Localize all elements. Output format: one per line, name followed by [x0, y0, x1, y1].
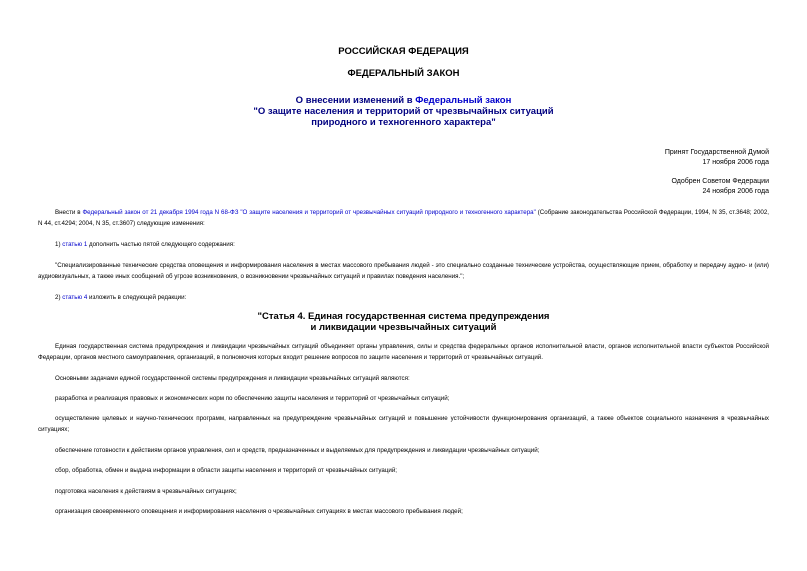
- law-title-line3: природного и техногенного характера": [311, 117, 496, 128]
- body-paragraph-4: осуществление целевых и научно-технических программ, направленных на предупреждение чрезвычайных ситуаций и повышение устойчивости функционирования организаций, а также объектов социального назначения в чрезвычайных ситуациях;: [38, 415, 769, 433]
- item-1-number: 1): [55, 241, 63, 248]
- intro-suffix: (Собрание законодательства Российской Федерации, 1994, N 35, ст.3648; 2002, N 44, ст.4294; 2004, N 35, ст.3607) следующие изменения:: [38, 209, 769, 227]
- doc-type-heading: ФЕДЕРАЛЬНЫЙ ЗАКОН: [347, 68, 460, 79]
- intro-paragraph: [38, 208, 769, 229]
- law-title-line1: [0, 95, 807, 106]
- country-heading: РОССИЙСКАЯ ФЕДЕРАЦИЯ: [338, 46, 469, 57]
- item-1-paragraph: [38, 240, 769, 251]
- intro-prefix: Внести в: [55, 209, 83, 216]
- body-paragraph-1: Единая государственная система предупреждения и ликвидации чрезвычайных ситуаций объединяет органы управления, силы и средства федеральных органов исполнительной власти, органов исполнительной власти субъектов Российской Федерации, органов местного самоуправления, организаций, в полномочия которых входит решение вопросов по защите населения и территорий от чрезвычайных ситуаций.: [38, 343, 769, 361]
- duma-adoption-date: 17 ноября 2006 года: [702, 159, 769, 166]
- body-paragraph-6: сбор, обработка, обмен и выдача информации в области защиты населения и территорий от чрезвычайных ситуаций;: [55, 467, 398, 474]
- body-paragraph-8: организация своевременного оповещения и информирования населения о чрезвычайных ситуациях в местах массового пребывания людей;: [55, 508, 463, 515]
- law-68-fz-link[interactable]: Федеральный закон от 21 декабря 1994 года N 68-ФЗ "О защите населения и территорий от чрезвычайных ситуаций природного и техногенного характера": [82, 209, 536, 216]
- law-title-line2: "О защите населения и территорий от чрезвычайных ситуаций: [253, 106, 554, 117]
- body-paragraph-5: обеспечение готовности к действиям органов управления, сил и средств, предназначенных и выделяемых для предупреждения и ликвидации чрезвычайных ситуаций;: [55, 447, 540, 454]
- law-title-prefix: О внесении изменений в: [295, 95, 416, 106]
- item-2-paragraph: [38, 293, 769, 304]
- federal-law-link[interactable]: Федеральный закон: [415, 95, 512, 106]
- article-4-link[interactable]: статью 4: [62, 294, 88, 301]
- article-4-title-line1: "Статья 4. Единая государственная система предупреждения: [257, 311, 550, 322]
- law-title: [0, 95, 807, 128]
- council-approval-date: 24 ноября 2006 года: [702, 188, 769, 195]
- duma-adoption: [665, 148, 769, 168]
- duma-adoption-label: Принят Государственной Думой: [664, 149, 769, 156]
- council-approval-label: Одобрен Советом Федерации: [671, 178, 769, 185]
- item-2-number: 2): [55, 294, 63, 301]
- item-1-text: дополнить частью пятой следующего содержания:: [87, 241, 235, 248]
- item-2-text: изложить в следующей редакции:: [87, 294, 187, 301]
- article-4-title: [0, 311, 807, 333]
- quote-paragraph: "Специализированные технические средства оповещения и информирования населения в местах массового пребывания людей - это специально созданные технические устройства, осуществляющие прием, обработку и передачу аудио- и (или) аудиовизуальных, а также иных сообщений об угрозе возникновения, о возникновении чрезвычайных ситуаций и правилах поведения населения.";: [38, 262, 769, 280]
- article-1-link[interactable]: статью 1: [62, 241, 88, 248]
- council-approval: [671, 177, 769, 197]
- body-paragraph-7: подготовка населения к действиям в чрезвычайных ситуациях;: [55, 488, 237, 495]
- body-paragraph-3: разработка и реализация правовых и экономических норм по обеспечению защиты населения и территорий от чрезвычайных ситуаций;: [55, 395, 450, 402]
- body-paragraph-2: Основными задачами единой государственной системы предупреждения и ликвидации чрезвычайных ситуаций являются:: [55, 375, 410, 382]
- article-4-title-line2: и ликвидации чрезвычайных ситуаций: [310, 322, 497, 333]
